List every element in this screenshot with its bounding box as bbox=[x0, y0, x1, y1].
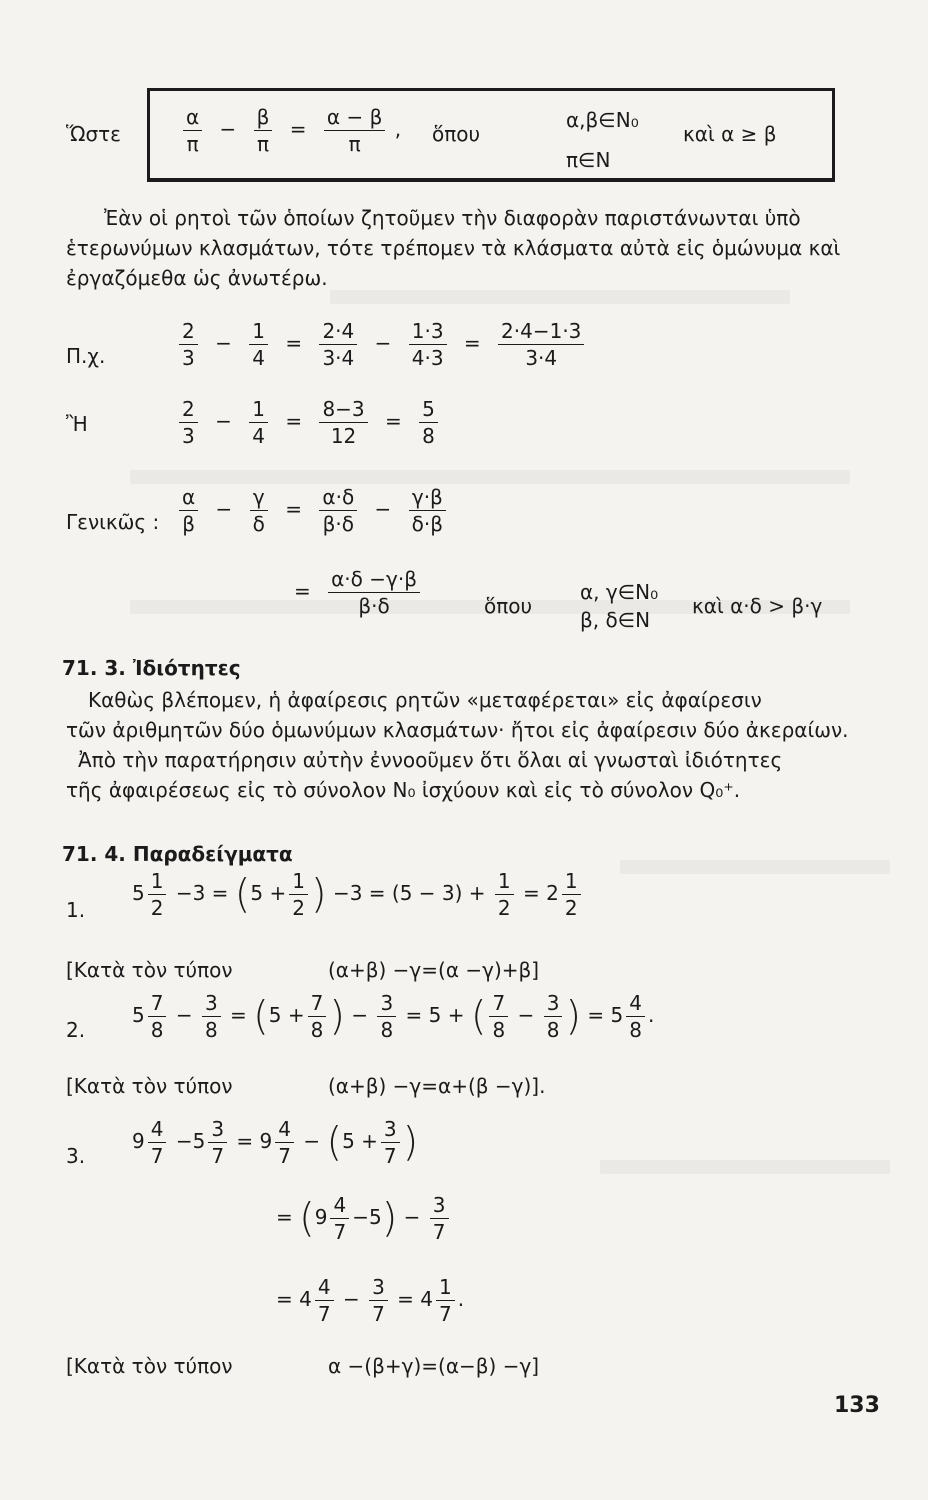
fraction: $\frac{4}{7}$ bbox=[330, 1194, 349, 1243]
fraction: $\frac{3}{8}$ bbox=[377, 992, 396, 1041]
general-formula: $\frac{\alpha}{\beta}$ − $\frac{\gamma}{\delta}$ = $\frac{\alpha\cdot\delta}{\beta\cdot\delta}$ − $\frac{\gamma\cdot\beta}{\delta\cdot\beta}$ bbox=[176, 486, 449, 535]
example-3-formula-line3: = 4 $\frac{4}{7}$ − $\frac{3}{7}$ = 4 $\frac{1}{7}$ . bbox=[276, 1275, 465, 1326]
fraction: $\frac{1\cdot 3}{4\cdot 3}$ bbox=[409, 320, 447, 369]
fraction: $\frac{1}{2}$ bbox=[562, 870, 581, 919]
fraction: $\frac{1}{4}$ bbox=[249, 398, 268, 447]
fraction: $\frac{\alpha - \beta}{\pi}$ bbox=[324, 106, 385, 155]
fraction: $\frac{2\cdot 4-1\cdot 3}{3\cdot 4}$ bbox=[498, 320, 584, 369]
fraction: $\frac{1}{7}$ bbox=[436, 1276, 455, 1325]
example-2-formula: 5 $\frac{7}{8}$ − $\frac{3}{8}$ = (5 + $\frac{7}{8}$ ) − $\frac{3}{8}$ = 5 + ( $\frac{7}{8}$ − $\frac{3}{8}$ ) = 5 $\frac{4}{8}$ . bbox=[132, 991, 655, 1042]
box-opou: ὅπου bbox=[432, 122, 481, 146]
paragraph-line: ἐργαζόμεθα ὡς ἀνωτέρω. bbox=[66, 266, 328, 290]
fraction: $\frac{1}{2}$ bbox=[148, 870, 167, 919]
fraction: $\frac{1}{2}$ bbox=[289, 870, 308, 919]
general-condition-bottom: β, δ∈N bbox=[580, 608, 651, 632]
fraction: $\frac{\beta}{\pi}$ bbox=[254, 106, 273, 155]
example-number: 2. bbox=[66, 1018, 86, 1042]
box-condition-top: α,β∈N₀ bbox=[566, 108, 639, 132]
box-lead: Ὥστε bbox=[66, 122, 121, 146]
paragraph-line: Ἐὰν οἱ ρητοὶ τῶν ὁποίων ζητοῦμεν τὴν διαφορὰν παριστάνωνται ὑπὸ bbox=[104, 206, 801, 230]
fraction: $\frac{2}{3}$ bbox=[179, 320, 198, 369]
section-heading: 71. 4. Παραδείγματα bbox=[62, 842, 293, 866]
fraction: $\frac{8-3}{12}$ bbox=[319, 398, 367, 447]
fraction: $\frac{\alpha}{\beta}$ bbox=[179, 486, 198, 535]
paragraph-line: Καθὼς βλέπομεν, ἡ ἀφαίρεσις ρητῶν «μεταφέρεται» εἰς ἀφαίρεσιν bbox=[88, 688, 762, 712]
paragraph-line: ἑτερωνύμων κλασμάτων, τότε τρέπομεν τὰ κλάσματα αὐτὰ εἰς ὁμώνυμα καὶ bbox=[66, 236, 841, 260]
fraction: $\frac{3}{7}$ bbox=[208, 1118, 227, 1167]
general-opou: ὅπου bbox=[484, 594, 533, 618]
example-number: 1. bbox=[66, 898, 86, 922]
fraction: $\frac{7}{8}$ bbox=[308, 992, 327, 1041]
example-number: 3. bbox=[66, 1144, 86, 1168]
rule-formula: α −(β+γ)=(α−β) −γ] bbox=[328, 1354, 540, 1378]
page-number: 133 bbox=[834, 1393, 880, 1418]
fraction: $\frac{1}{2}$ bbox=[495, 870, 514, 919]
fraction: $\frac{\gamma}{\delta}$ bbox=[250, 486, 268, 535]
example-formula: $\frac{2}{3}$ − $\frac{1}{4}$ = $\frac{8-3}{12}$ = $\frac{5}{8}$ bbox=[176, 398, 441, 447]
general-formula-2: = $\frac{\alpha\cdot\delta -\gamma\cdot\beta}{\beta\cdot\delta}$ bbox=[286, 568, 423, 617]
paragraph-line: Ἀπὸ τὴν παρατήρησιν αὐτὴν ἐννοοῦμεν ὅτι ὅλαι αἱ γνωσταὶ ἰδιότητες bbox=[78, 748, 783, 772]
box-formula: $\frac{\alpha}{\pi}$ − $\frac{\beta}{\pi}$ = $\frac{\alpha - \beta}{\pi}$ , bbox=[180, 106, 401, 155]
example-3-formula-line2: = (9 $\frac{4}{7}$ −5) − $\frac{3}{7}$ bbox=[276, 1194, 452, 1243]
fraction: $\frac{\alpha}{\pi}$ bbox=[183, 106, 202, 155]
fraction: $\frac{\gamma\cdot\beta}{\delta\cdot\beta}$ bbox=[409, 486, 446, 535]
rule-label: [Κατὰ τὸν τύπον bbox=[66, 958, 233, 982]
fraction: $\frac{3}{8}$ bbox=[202, 992, 221, 1041]
fraction: $\frac{2\cdot 4}{3\cdot 4}$ bbox=[319, 320, 357, 369]
fraction: $\frac{5}{8}$ bbox=[419, 398, 438, 447]
show-through-text bbox=[620, 860, 890, 874]
fraction: $\frac{7}{8}$ bbox=[489, 992, 508, 1041]
show-through-text bbox=[330, 290, 790, 304]
rule-formula: (α+β) −γ=(α −γ)+β] bbox=[328, 958, 540, 982]
general-condition-extra: καὶ α·δ > β·γ bbox=[692, 594, 823, 618]
box-condition-bottom: π∈N bbox=[566, 148, 611, 172]
fraction: $\frac{4}{7}$ bbox=[148, 1118, 167, 1167]
fraction: $\frac{7}{8}$ bbox=[148, 992, 167, 1041]
fraction: $\frac{3}{7}$ bbox=[381, 1118, 400, 1167]
show-through-text bbox=[600, 1160, 890, 1174]
rule-label: [Κατὰ τὸν τύπον bbox=[66, 1354, 233, 1378]
general-condition-top: α, γ∈N₀ bbox=[580, 580, 659, 604]
example-label: Π.χ. bbox=[66, 344, 106, 368]
section-heading: 71. 3. Ἰδιότητες bbox=[62, 656, 241, 680]
fraction: $\frac{3}{7}$ bbox=[430, 1194, 449, 1243]
fraction: $\frac{3}{8}$ bbox=[544, 992, 563, 1041]
example-1-formula: 5 $\frac{1}{2}$ −3 = (5 + $\frac{1}{2}$ ) −3 = (5 − 3) + $\frac{1}{2}$ = 2 $\frac{1}{2}$ bbox=[132, 870, 584, 919]
fraction: $\frac{4}{8}$ bbox=[626, 992, 645, 1041]
show-through-text bbox=[130, 470, 850, 484]
fraction: $\frac{\alpha\cdot\delta -\gamma\cdot\beta}{\beta\cdot\delta}$ bbox=[328, 568, 420, 617]
box-condition-extra: καὶ α ≥ β bbox=[683, 122, 777, 146]
fraction: $\frac{4}{7}$ bbox=[315, 1276, 334, 1325]
paragraph-line: τῶν ἀριθμητῶν δύο ὁμωνύμων κλασμάτων· ἤτοι εἰς ἀφαίρεσιν δύο ἀκεραίων. bbox=[66, 718, 849, 742]
general-label: Γενικῶς : bbox=[66, 510, 160, 534]
rule-formula: (α+β) −γ=α+(β −γ)]. bbox=[328, 1074, 546, 1098]
example-3-formula: 9 $\frac{4}{7}$ −5 $\frac{3}{7}$ = 9 $\frac{4}{7}$ − (5 + $\frac{3}{7}$ ) bbox=[132, 1117, 419, 1168]
paragraph-line: τῆς ἀφαιρέσεως εἰς τὸ σύνολον N₀ ἰσχύουν καὶ εἰς τὸ σύνολον Q₀⁺. bbox=[66, 778, 741, 802]
example-label: Ἢ bbox=[66, 412, 88, 436]
fraction: $\frac{1}{4}$ bbox=[249, 320, 268, 369]
fraction: $\frac{\alpha\cdot\delta}{\beta\cdot\delta}$ bbox=[319, 486, 357, 535]
example-formula: $\frac{2}{3}$ − $\frac{1}{4}$ = $\frac{2\cdot 4}{3\cdot 4}$ − $\frac{1\cdot 3}{4\cdot 3}$ = $\frac{2\cdot 4-1\cdot 3}{3\cdot 4}$ bbox=[176, 320, 587, 369]
fraction: $\frac{2}{3}$ bbox=[179, 398, 198, 447]
fraction: $\frac{3}{7}$ bbox=[369, 1276, 388, 1325]
rule-label: [Κατὰ τὸν τύπον bbox=[66, 1074, 233, 1098]
fraction: $\frac{4}{7}$ bbox=[275, 1118, 294, 1167]
